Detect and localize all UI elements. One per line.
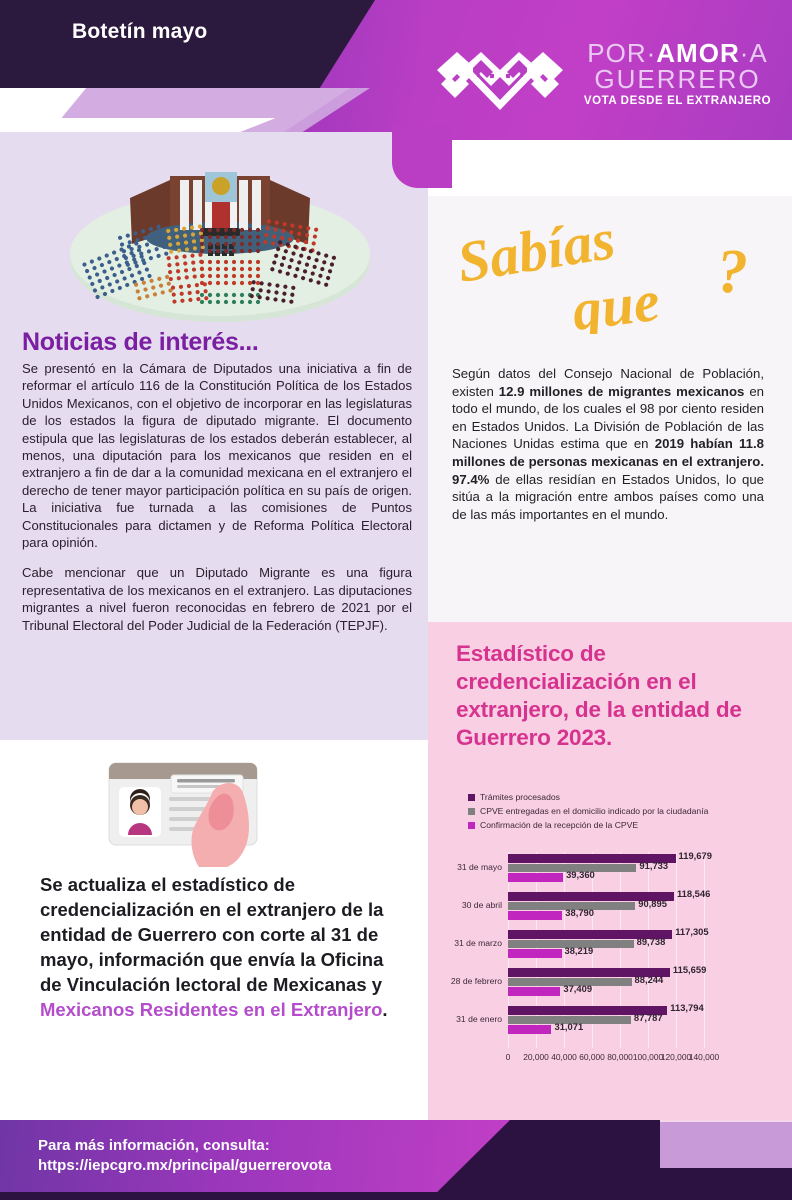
chart-bar-group xyxy=(508,966,788,1004)
chart-category-label: 28 de febrero xyxy=(450,976,502,986)
sabias-body xyxy=(452,365,764,523)
chart-category-row xyxy=(440,890,788,928)
chart-bar-group xyxy=(508,890,788,928)
chart-bar xyxy=(508,949,562,958)
greca-heart-icon xyxy=(435,44,565,126)
chart-bar-value: 115,659 xyxy=(672,964,707,975)
fact-part-5: de ellas residían en Estados Unidos, lo que sitúa a la migración entre ambos países como una de las más importantes en el mundo. xyxy=(452,471,764,522)
logo-tagline: VOTA DESDE EL EXTRANJERO xyxy=(583,95,772,108)
promo-text-plain: Se actualiza el estadístico de credencialización en el extranjero de la entidad de Guerrero con corte al 31 de mayo, información que envía la Oficina de Vinculación lectoral de Mexicanas y xyxy=(40,874,384,995)
chart-bar-value: 39,360 xyxy=(566,869,595,880)
footer-text xyxy=(38,1136,468,1176)
chart-x-axis xyxy=(505,1052,788,1066)
logo-wordmark xyxy=(575,40,780,107)
legend-swatch-icon xyxy=(468,808,475,815)
legend-label: CPVE entregadas en el domicilio indicado por la ciudadanía xyxy=(480,806,709,817)
chart-bar-value: 89,738 xyxy=(636,935,666,947)
legend-item-1 xyxy=(468,807,778,816)
chart-legend xyxy=(468,793,778,835)
news-paragraph-2: Cabe mencionar que un Diputado Migrante es una figura representativa de los mexicanos en el extranjero. Las diputaciones migrantes a nivel fueron reconocidas en febrero de 2021 por el Tribunal Electoral del Poder Judicial de la Federación (TEPJF). xyxy=(22,565,412,633)
chart-bar xyxy=(508,873,563,882)
news-paragraph-1: Se presentó en la Cámara de Diputados una iniciativa a fin de reformar el artículo 116 de la Constitución Política de los Estados Unidos Mexicanos, con el objetivo de incorporar en las legislaturas de los estados la figura de diputado migrante. El documento estipula que las legislaturas de los estados deberán establecer, al menos, una diputación para los mexicanos que residen en el extranjero a fin de dar a la comunidad mexicana en el extranjero el derecho de tener mayor participación política en su país de origen. La iniciativa fue turnada a las comisiones de Puntos Constitucionales para dictamen y de Reforma Política Electoral para opinión. xyxy=(22,361,412,551)
chart-category-row xyxy=(440,852,788,890)
credentialing-bar-chart xyxy=(440,852,788,1074)
logo-line-1: POR·AMOR·A xyxy=(587,38,768,68)
question-mark: ? xyxy=(717,238,748,306)
legend-label: Trámites procesados xyxy=(480,792,560,802)
chart-category-row xyxy=(440,928,788,966)
logo-a: A xyxy=(749,38,768,68)
footer-line-1: Para más información, consulta: xyxy=(38,1137,270,1154)
page-header xyxy=(0,0,792,140)
chart-category-row xyxy=(440,1004,788,1042)
chart-bar-value: 87,787 xyxy=(633,1011,663,1023)
chart-bar-value: 117,305 xyxy=(675,926,709,937)
chart-bar-value: 90,895 xyxy=(638,897,667,909)
news-body xyxy=(22,360,412,634)
chart-x-tick: 20,000 xyxy=(523,1052,549,1062)
brand-logo xyxy=(430,38,782,134)
sabias-que-title xyxy=(455,222,765,332)
chart-bar-group xyxy=(508,852,788,890)
purple-corner-decoration xyxy=(392,126,452,188)
chart-bar xyxy=(508,987,560,996)
chart-bar-value: 37,409 xyxy=(563,983,593,994)
footer-url[interactable]: https://iepcgro.mx/principal/guerrerovota xyxy=(38,1157,332,1174)
fact-part-4: 2019 habían 11.8 millones de personas mexicanas en el extranjero. 97.4% xyxy=(452,436,764,487)
chart-category-label: 30 de abril xyxy=(461,900,502,910)
chart-bar-value: 119,679 xyxy=(678,850,712,861)
news-heading: Noticias de interés... xyxy=(22,328,259,356)
footer-right-lavender xyxy=(660,1120,792,1168)
chart-bar xyxy=(508,911,562,920)
chart-panel-title: Estadístico de credencialización en el extranjero, de la entidad de Guerrero 2023. xyxy=(456,641,742,750)
chart-bar-value: 88,244 xyxy=(634,973,664,985)
legend-swatch-icon xyxy=(468,822,475,829)
chart-bar-value: 31,071 xyxy=(554,1021,584,1032)
chart-category-label: 31 de mayo xyxy=(457,862,502,872)
que-word: que xyxy=(568,267,663,334)
chart-x-tick: 120,000 xyxy=(660,1052,692,1062)
header-dark-banner xyxy=(0,0,380,94)
chart-category-label: 31 de enero xyxy=(456,1014,502,1024)
chart-x-tick: 140,000 xyxy=(688,1052,720,1062)
fact-part-1: Según datos del Consejo Nacional de Población, existen xyxy=(452,366,764,399)
legend-swatch-icon xyxy=(468,794,475,801)
page-footer xyxy=(0,1120,792,1200)
sabias-word: Sabías xyxy=(455,222,620,295)
congress-chamber-illustration xyxy=(62,140,378,330)
chart-bar-value: 38,219 xyxy=(564,945,594,956)
chart-x-tick: 60,000 xyxy=(579,1052,605,1062)
promo-text-highlight: Mexicanos Residentes en el Extranjero xyxy=(40,999,383,1020)
promo-text xyxy=(40,872,410,1022)
fact-part-3: en todo el mundo, de los cuales el 98 por ciento residen en Estados Unidos. La División de Población de las Naciones Unidas estima que en xyxy=(452,383,764,452)
chart-category-label: 31 de marzo xyxy=(454,938,502,948)
chart-bar-value: 38,790 xyxy=(565,907,594,918)
logo-line-2: GUERRERO xyxy=(594,64,761,94)
fact-part-2: 12.9 millones de migrantes mexicanos xyxy=(498,383,745,399)
chart-bar-value: 118,546 xyxy=(676,888,711,899)
chart-category-row xyxy=(440,966,788,1004)
legend-label: Confirmación de la recepción de la CPVE xyxy=(480,820,639,831)
legend-item-2 xyxy=(468,821,778,830)
logo-amor: AMOR xyxy=(656,38,740,68)
chart-bar-value: 91,733 xyxy=(639,859,669,871)
chart-x-tick: 100,000 xyxy=(632,1052,664,1062)
bulletin-title: Botetín mayo xyxy=(72,20,208,43)
id-card-hand-illustration xyxy=(95,745,345,875)
footer-right-pink xyxy=(660,1120,792,1122)
chart-x-tick: 0 xyxy=(505,1052,511,1062)
promo-text-tail: . xyxy=(382,999,388,1020)
chart-bar-value: 113,794 xyxy=(670,1002,704,1013)
chart-bar-group xyxy=(508,928,788,966)
legend-item-0 xyxy=(468,793,778,802)
chart-x-tick: 80,000 xyxy=(607,1052,633,1062)
chart-bar-group xyxy=(508,1004,788,1042)
chart-bar xyxy=(508,1025,551,1034)
chart-x-tick: 40,000 xyxy=(551,1052,577,1062)
logo-por: POR xyxy=(587,38,647,68)
